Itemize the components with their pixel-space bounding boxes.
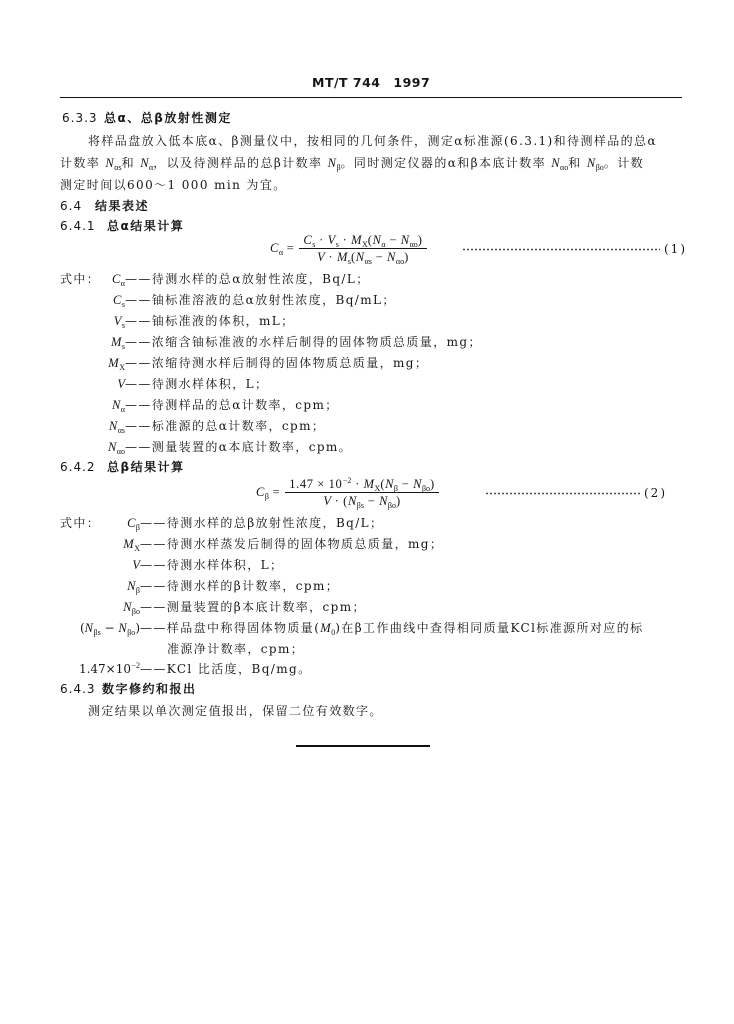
text-run: ——铀标准液的体积，mL； xyxy=(125,314,295,328)
end-rule xyxy=(296,745,430,747)
text-run: 和 xyxy=(121,156,141,170)
symbol-subscript: βs xyxy=(356,501,364,510)
math-symbol xyxy=(127,516,140,530)
math-symbol xyxy=(132,558,140,572)
where-label: 式中： xyxy=(60,516,101,530)
numerator xyxy=(285,477,439,493)
symbol-base: V xyxy=(132,558,140,572)
text-run: · ( xyxy=(330,494,348,508)
section-title: 数字修约和报出 xyxy=(102,682,197,696)
symbol-base: N xyxy=(385,477,394,491)
definition-symbol xyxy=(114,314,125,328)
math-symbol xyxy=(320,621,335,635)
text-run: ，以及待测样品的总β计数率 xyxy=(153,156,328,170)
symbol-subscript: s xyxy=(121,342,125,351)
symbol-base: N xyxy=(127,579,136,593)
symbol-base: M xyxy=(351,233,362,247)
text-run: ) xyxy=(135,621,140,635)
text-run: ——KCl 比活度，Bq/mg。 xyxy=(140,662,312,676)
math-symbol xyxy=(385,477,398,491)
math-symbol xyxy=(108,440,125,454)
text-run: ——标准源的总α计数率，cpm； xyxy=(125,419,326,433)
definition-row xyxy=(0,621,734,635)
definition-symbol xyxy=(127,516,140,530)
text-run: ——铀标准溶液的总α放射性浓度，Bq/mL； xyxy=(125,293,396,307)
definition-symbol xyxy=(127,579,140,593)
symbol-base: M xyxy=(320,621,331,635)
definition-symbol xyxy=(108,356,125,370)
symbol-subscript: α xyxy=(381,240,386,249)
symbol-base: N xyxy=(111,398,121,412)
equation-lhs xyxy=(270,241,294,256)
definition-text xyxy=(140,621,644,635)
symbol-subscript: α xyxy=(149,163,154,172)
leader-dots xyxy=(462,248,660,251)
math-symbol xyxy=(356,250,372,264)
text-run: ——测量装置的β本底计数率，cpm； xyxy=(140,600,366,614)
text-run: ——待测水样体积，L； xyxy=(140,558,284,572)
symbol-superscript: −2 xyxy=(342,476,352,485)
math-symbol xyxy=(109,419,125,433)
math-symbol xyxy=(303,233,315,247)
math-symbol xyxy=(348,494,364,508)
definition-row xyxy=(0,419,734,433)
math-symbol xyxy=(317,250,325,264)
math-symbol xyxy=(112,398,125,412)
definition-text xyxy=(140,516,383,530)
symbol-base: N xyxy=(413,477,422,491)
symbol-subscript: s xyxy=(335,240,339,249)
math-symbol xyxy=(131,662,140,676)
symbol-subscript: β xyxy=(264,492,269,501)
fraction xyxy=(285,477,439,508)
math-symbol xyxy=(256,485,269,499)
symbol-base: N xyxy=(327,156,336,170)
text-run: 1.47 × 10 xyxy=(289,477,343,491)
text-run: − xyxy=(385,233,401,247)
equation-1 xyxy=(270,233,427,264)
math-symbol xyxy=(328,233,339,247)
definition-text xyxy=(125,440,352,454)
symbol-subscript: βo xyxy=(421,484,431,493)
text-run: ——待测样品的总α计数率，cpm； xyxy=(125,398,339,412)
equation-2 xyxy=(256,477,439,508)
math-symbol xyxy=(351,233,368,247)
symbol-subscript: βo xyxy=(387,501,396,510)
symbol-base: N xyxy=(551,156,560,170)
symbol-base: C xyxy=(111,272,121,286)
math-symbol xyxy=(85,621,101,635)
denominator xyxy=(313,249,413,264)
symbol-base: V xyxy=(327,233,336,247)
text-run: ) xyxy=(396,494,401,508)
text-run: 。计数 xyxy=(603,156,644,170)
leader-dots xyxy=(485,492,640,495)
definition-row xyxy=(0,600,734,614)
definition-row xyxy=(0,662,734,676)
symbol-base: V xyxy=(117,377,125,391)
symbol-subscript: β xyxy=(135,523,140,532)
text-run: 准源净计数率，cpm； xyxy=(167,642,305,656)
symbol-base: N xyxy=(379,494,388,508)
definition-text xyxy=(125,293,396,307)
equation-lhs xyxy=(256,485,280,500)
symbol-subscript: βo xyxy=(131,607,140,616)
definition-row xyxy=(0,272,734,286)
definition-symbol xyxy=(113,293,125,307)
text-run: ——浓缩待测水样后制得的固体物质总质量，mg； xyxy=(125,356,429,370)
symbol-subscript: X xyxy=(374,484,381,493)
text-run: ) xyxy=(430,477,435,491)
symbol-subscript: s xyxy=(347,257,351,266)
symbol-base: C xyxy=(270,241,279,255)
symbol-base: M xyxy=(110,335,122,349)
section-number: 6.4.3 xyxy=(60,682,96,696)
symbol-base: C xyxy=(113,293,122,307)
symbol-base: N xyxy=(355,250,365,264)
symbol-base: N xyxy=(387,250,396,264)
symbol-subscript: αs xyxy=(117,426,125,435)
symbol-base: V xyxy=(323,494,331,508)
definition-text xyxy=(140,600,366,614)
definition-symbol xyxy=(112,272,125,286)
text-run: 1.47×10 xyxy=(78,662,131,676)
symbol-subscript: α xyxy=(120,279,125,288)
definition-symbol xyxy=(123,537,140,551)
text-run: = xyxy=(268,485,281,499)
math-symbol xyxy=(140,156,153,170)
text-run: ——浓缩含铀标准液的水样后制得的固体物质总质量，mg； xyxy=(125,335,482,349)
definition-row xyxy=(0,516,734,530)
math-symbol xyxy=(127,579,140,593)
text-run: 计数率 xyxy=(60,156,106,170)
symbol-subscript: s xyxy=(121,321,125,330)
definition-row xyxy=(0,293,734,307)
math-symbol xyxy=(379,494,396,508)
symbol-subscript: αo xyxy=(560,163,569,172)
definition-symbol xyxy=(117,377,125,391)
math-symbol xyxy=(105,156,121,170)
definition-continuation xyxy=(167,642,304,656)
symbol-base: N xyxy=(347,494,357,508)
text-run: ( xyxy=(79,621,85,635)
text-run: · xyxy=(338,233,352,247)
definition-text xyxy=(125,377,268,391)
math-symbol xyxy=(118,621,135,635)
definition-symbol xyxy=(79,662,140,676)
text-run: · xyxy=(324,250,337,264)
text-run: ( xyxy=(351,250,356,264)
math-symbol xyxy=(364,477,381,491)
math-symbol xyxy=(123,537,140,551)
symbol-subscript: αo xyxy=(116,447,125,456)
text-run: ——待测水样的β计数率，cpm； xyxy=(140,579,340,593)
equation-number: (2) xyxy=(644,486,667,500)
section-title: 结果表述 xyxy=(95,199,150,213)
symbol-base: N xyxy=(123,600,132,614)
text-run: ——待测水样的总α放射性浓度，Bq/L； xyxy=(125,272,370,286)
symbol-subscript: β xyxy=(135,586,140,595)
text-run: ) xyxy=(417,233,423,247)
symbol-base: V xyxy=(317,250,325,264)
symbol-subscript: αs xyxy=(364,257,372,266)
math-symbol xyxy=(551,156,568,170)
symbol-subscript: β xyxy=(336,163,341,172)
symbol-subscript: αo xyxy=(395,257,405,266)
math-symbol xyxy=(123,600,140,614)
section-title: 总α结果计算 xyxy=(107,219,185,233)
symbol-base: N xyxy=(107,440,117,454)
section-title: 总α、总β放射性测定 xyxy=(104,111,232,125)
text-run: = xyxy=(283,241,295,255)
text-run: ——样品盘中称得固体物质量( xyxy=(140,621,321,635)
math-symbol xyxy=(328,156,341,170)
symbol-subscript: αo xyxy=(409,240,418,249)
math-symbol xyxy=(108,356,125,370)
symbol-base: N xyxy=(586,156,596,170)
symbol-subscript: βo xyxy=(595,163,604,172)
equation-number: (1) xyxy=(664,242,687,256)
header-rule xyxy=(60,97,682,98)
math-symbol xyxy=(270,241,283,255)
section-title: 总β结果计算 xyxy=(107,460,185,474)
math-symbol xyxy=(113,293,125,307)
symbol-base: V xyxy=(113,314,122,328)
symbol-base: C xyxy=(127,516,136,530)
symbol-base: N xyxy=(118,621,127,635)
definition-row xyxy=(0,356,734,370)
definition-text xyxy=(125,419,325,433)
paragraph-line xyxy=(60,156,644,170)
symbol-subscript: s xyxy=(312,240,316,249)
definition-row xyxy=(0,440,734,454)
text-run: ( xyxy=(367,233,373,247)
paragraph-line xyxy=(60,178,287,192)
paragraph-line: 测定结果以单次测定值报出，保留二位有效数字。 xyxy=(88,704,383,718)
math-symbol xyxy=(413,477,430,491)
definition-text xyxy=(140,558,283,572)
definition-row xyxy=(0,398,734,412)
symbol-subscript: s xyxy=(121,300,125,309)
text-run: )在β工作曲线中查得相同质量KCl标准源所对应的标 xyxy=(335,621,644,635)
text-run: − xyxy=(363,494,380,508)
definition-text xyxy=(125,272,370,286)
symbol-subscript: α xyxy=(278,248,284,257)
symbol-base: C xyxy=(256,485,265,499)
numerator xyxy=(299,233,426,249)
text-run: · xyxy=(351,477,364,491)
definition-text xyxy=(125,398,339,412)
math-symbol xyxy=(114,314,125,328)
symbol-base: N xyxy=(84,621,94,635)
definition-text xyxy=(125,335,482,349)
definition-row xyxy=(0,558,734,572)
text-run: 。同时测定仪器的α和β本底计数率 xyxy=(340,156,552,170)
symbol-subscript: X xyxy=(362,240,368,249)
definition-text xyxy=(125,314,295,328)
definition-symbol xyxy=(108,440,125,454)
math-symbol xyxy=(117,377,125,391)
denominator xyxy=(319,493,404,508)
definition-symbol xyxy=(123,600,140,614)
text-run: 和 xyxy=(568,156,587,170)
definition-text xyxy=(140,579,339,593)
text-run: ( xyxy=(380,477,386,491)
symbol-subscript: βo xyxy=(127,628,136,637)
symbol-subscript: βs xyxy=(93,628,101,637)
symbol-subscript: β xyxy=(393,484,398,493)
text-run: − xyxy=(371,250,388,264)
symbol-subscript: X xyxy=(134,544,140,553)
definition-symbol xyxy=(112,398,125,412)
symbol-base: M xyxy=(363,477,375,491)
math-symbol xyxy=(337,250,351,264)
symbol-base: N xyxy=(372,233,381,247)
section-number: 6.4.1 xyxy=(60,219,96,233)
fraction xyxy=(299,233,426,264)
symbol-subscript: αs xyxy=(114,163,122,172)
symbol-superscript: −2 xyxy=(131,661,140,670)
section-number: 6.3.3 xyxy=(62,111,98,125)
symbol-base: M xyxy=(336,250,348,264)
text-run: − xyxy=(100,621,119,635)
symbol-base: N xyxy=(105,156,114,170)
text-run: ) xyxy=(404,250,409,264)
symbol-subscript: 0 xyxy=(331,628,336,637)
text-run: ——测量装置的α本底计数率，cpm。 xyxy=(125,440,353,454)
definition-symbol xyxy=(111,335,125,349)
symbol-base: C xyxy=(303,233,312,247)
text-run: · xyxy=(315,233,328,247)
symbol-base: N xyxy=(140,156,149,170)
paragraph-line xyxy=(88,134,657,148)
math-symbol xyxy=(373,233,386,247)
symbol-subscript: α xyxy=(120,405,125,414)
definition-row xyxy=(0,377,734,391)
math-symbol xyxy=(401,233,418,247)
definition-text xyxy=(140,662,311,676)
math-symbol xyxy=(112,272,125,286)
symbol-subscript: X xyxy=(119,363,125,372)
definition-text xyxy=(140,537,443,551)
definition-row xyxy=(0,579,734,593)
symbol-base: M xyxy=(123,537,134,551)
definition-row xyxy=(0,537,734,551)
definition-row xyxy=(0,335,734,349)
definition-symbol xyxy=(80,621,140,635)
math-symbol xyxy=(387,250,404,264)
text-run: 测定时间以600～1 000 min 为宜。 xyxy=(60,178,287,192)
definition-text xyxy=(125,356,428,370)
symbol-base: M xyxy=(108,356,119,370)
text-run: − xyxy=(398,477,414,491)
text-run: 将样品盘放入低本底α、β测量仪中，按相同的几何条件，测定α标准源(6.3.1)和待测样品的总α xyxy=(88,134,657,148)
definition-symbol xyxy=(109,419,125,433)
symbol-base: N xyxy=(108,419,118,433)
where-label: 式中： xyxy=(60,272,101,286)
definition-row xyxy=(0,314,734,328)
definition-symbol xyxy=(132,558,140,572)
text-run: ——待测水样体积，L； xyxy=(125,377,269,391)
symbol-base: N xyxy=(400,233,410,247)
text-run: ——待测水样蒸发后制得的固体物质总质量，mg； xyxy=(140,537,444,551)
math-symbol xyxy=(587,156,604,170)
text-run: ——待测水样的总β放射性浓度，Bq/L； xyxy=(140,516,384,530)
math-symbol xyxy=(111,335,125,349)
section-number: 6.4.2 xyxy=(60,460,96,474)
standard-year: 1997 xyxy=(393,75,431,90)
standard-code: MT/T 744 xyxy=(312,75,381,90)
section-number: 6.4 xyxy=(60,199,83,213)
running-header xyxy=(312,76,430,90)
math-symbol xyxy=(323,494,331,508)
